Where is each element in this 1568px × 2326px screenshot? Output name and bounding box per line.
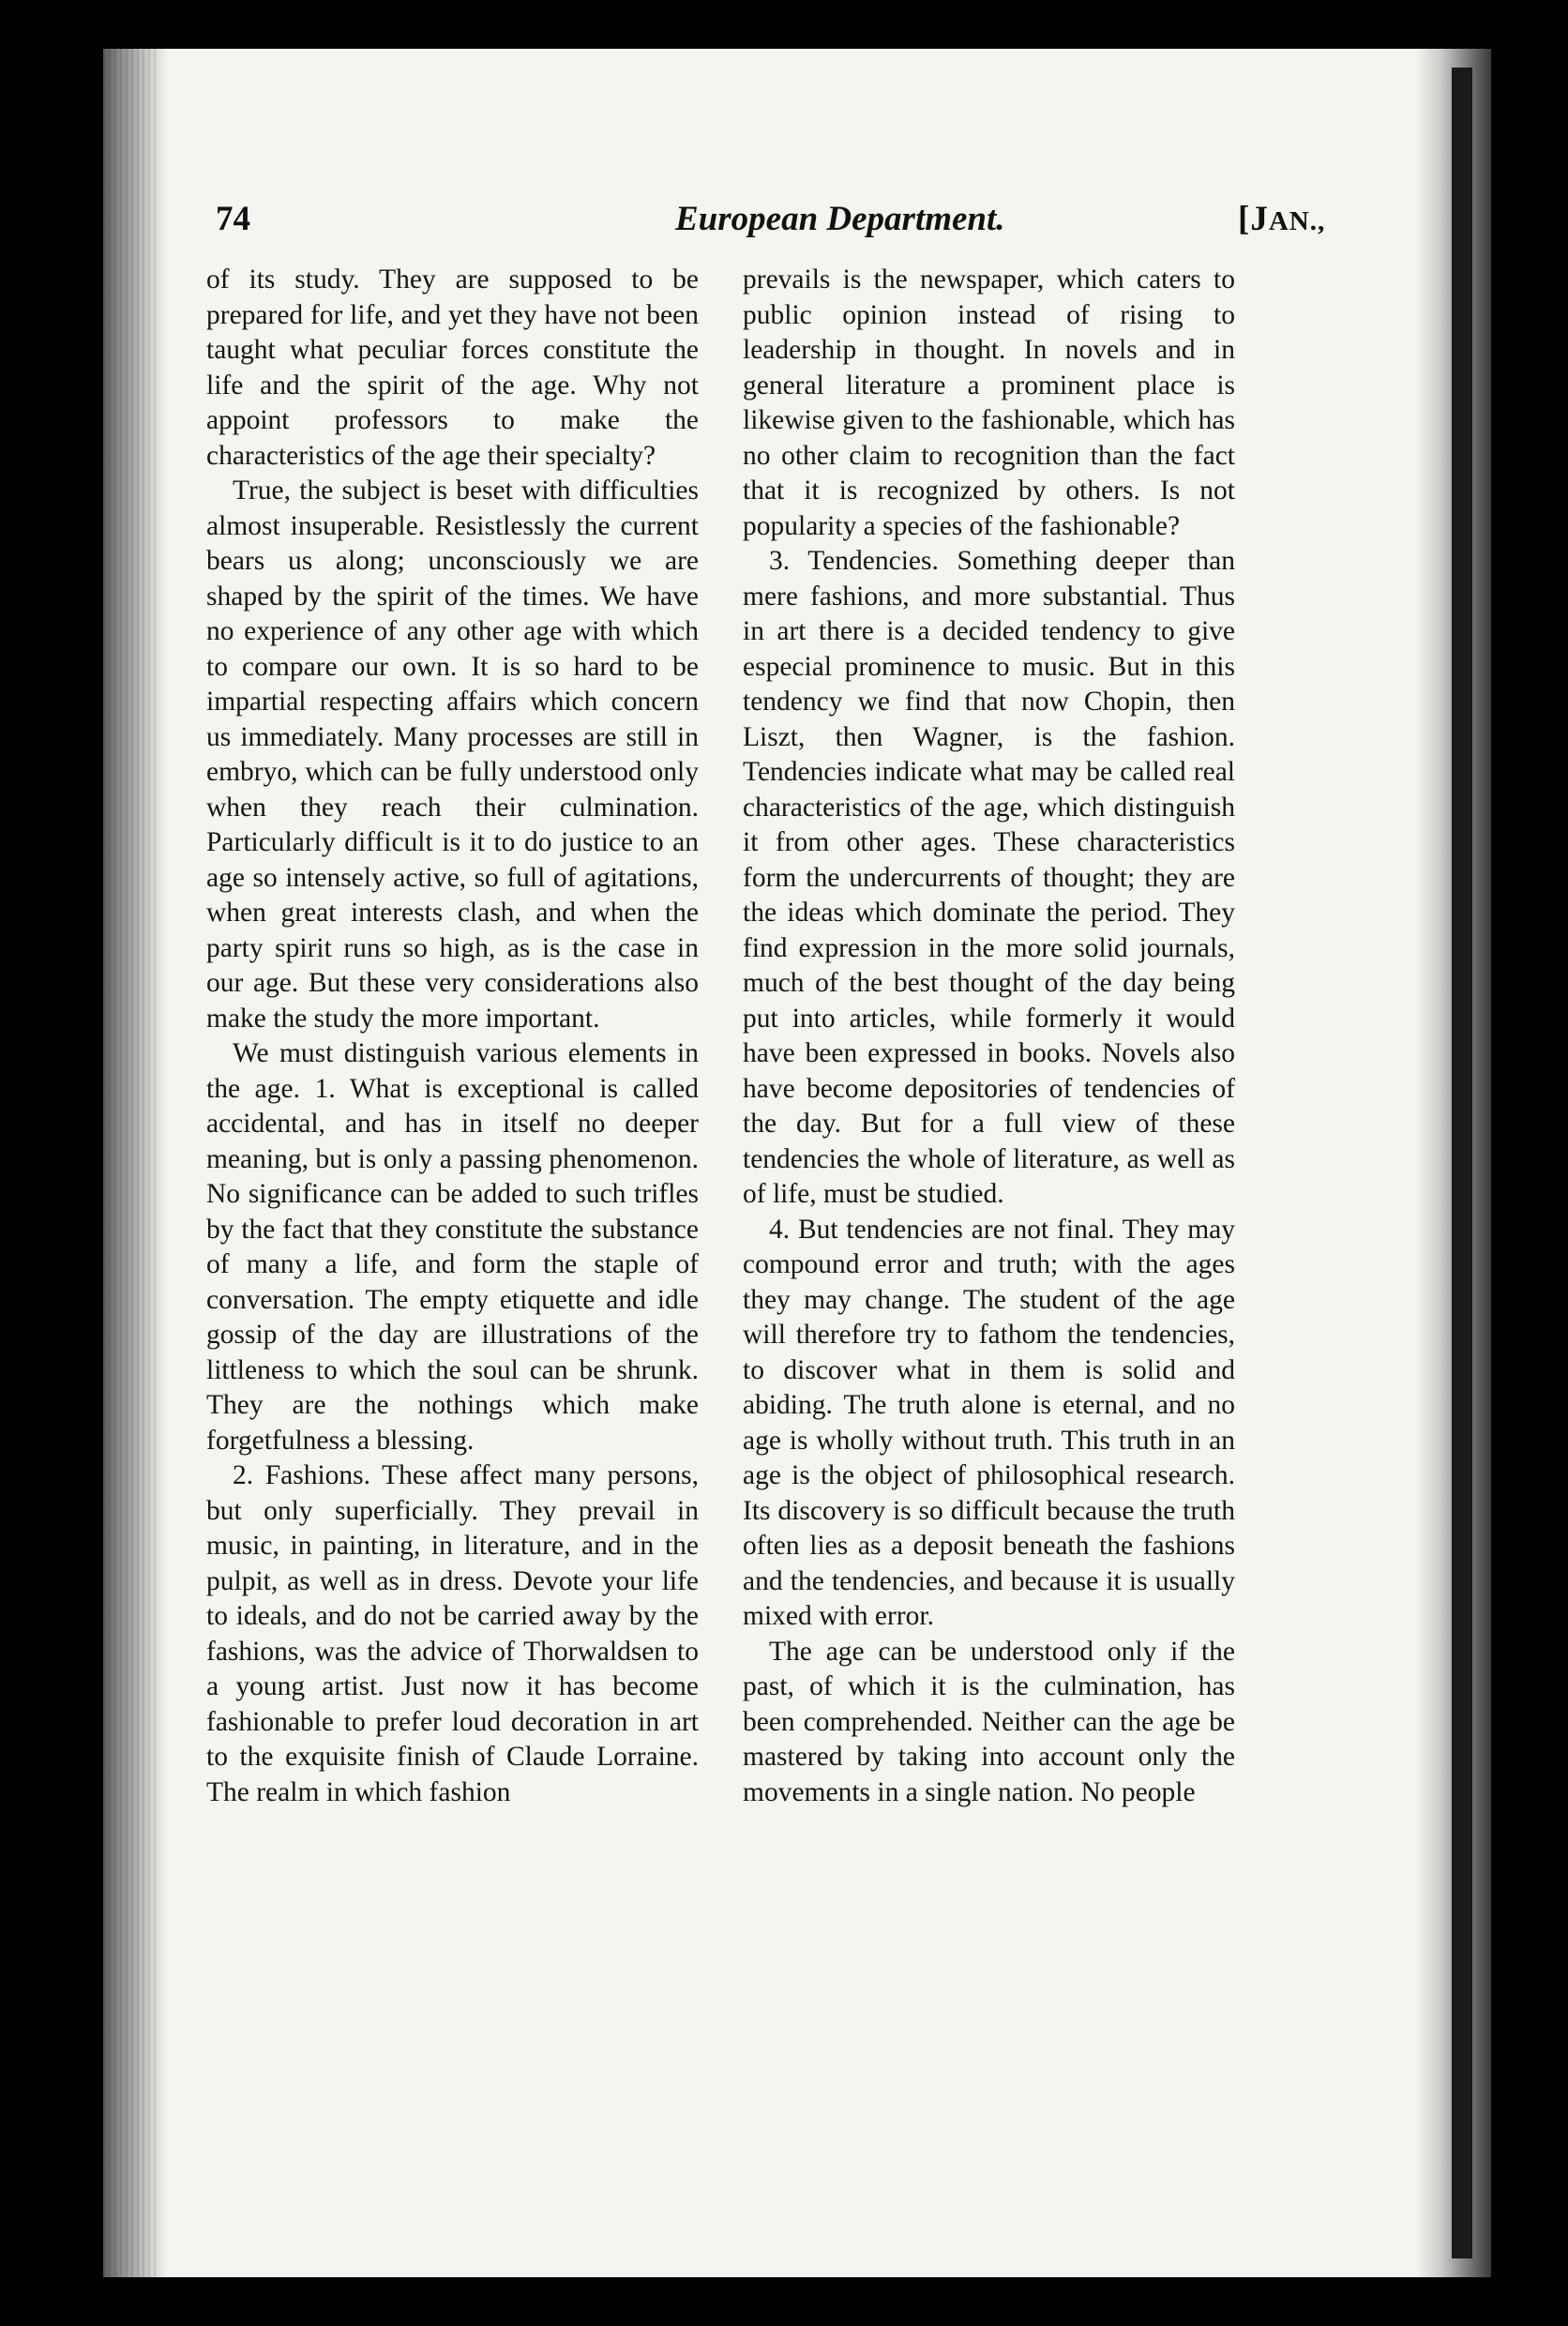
paragraph: True, the subject is beset with difficulties almost insuperable. Resistlessly the current bears us along; unconsciously we are shaped by the spirit of the times. We have no experience of any other age with which to compare our own. It is so hard to be impartial respecting affairs which concern us immediately. Many processes are still in embryo, which can be fully understood only when they reach their culmination. Particularly difficult is it to do justice to an age so intensely active, so full of agitations, when great interests clash, and when the party spirit runs so high, as is the case in our age. But these very considerations also make the study the more important. [206, 476, 699, 1034]
paragraph: We must distinguish various elements in the age. 1. What is exceptional is called accidental, and has in itself no deeper meaning, but is only a passing phenomenon. No significance can be added to such trifles by the fact that they constitute the substance of many a life, and form the staple of conversation. The empty etiquette and idle gossip of the day are illustrations of the littleness to which the soul can be shrunk. They are the nothings which make forgetfulness a blessing. [206, 1038, 699, 1456]
binding-gutter [1452, 68, 1472, 2258]
month-open: [J [1238, 200, 1269, 238]
paragraph: of its study. They are supposed to be prepared for life, and yet they have not been taught what peculiar forces constitute the life and the spirit of the age. Why not appoint professors to make the characteristics of the age their specialty? [206, 264, 699, 471]
running-header [216, 199, 1369, 255]
paragraph: 4. But tendencies are not final. They may compound error and truth; with the ages they may change. The student of the age will therefore try to fathom the tendencies, to discover what in them is solid and abiding. The truth alone is eternal, and no age is wholly without truth. This truth in an age is the object of philosophical research. Its discovery is so difficult because the truth often lies as a deposit beneath the fashions and the tendencies, and because it is usually mixed with error. [743, 1214, 1235, 1631]
right-column [743, 263, 1235, 1810]
running-title: European Department. [675, 200, 1005, 238]
paragraph: 3. Tendencies. Something deeper than mere fashions, and more substantial. Thus in art there is a decided tendency to give especial prominence to music. But in this tendency we find that now Chopin, then Liszt, then Wagner, is the fashion. Tendencies indicate what may be called real characteristics of the age, which distinguish it from other ages. These characteristics form the undercurrents of thought; they are the ideas which dominate the period. They find expression in the more solid journals, much of the best thought of the day being put into articles, while formerly it would have been expressed in books. Novels also have become depositories of tendencies of the day. But for a full view of these tendencies the whole of literature, as well as of life, must be studied. [743, 546, 1235, 1209]
month-rest: AN., [1268, 206, 1326, 236]
page-number: 74 [216, 200, 250, 238]
page-edge-lines [103, 49, 159, 2277]
paragraph: prevails is the newspaper, which caters to public opinion instead of rising to leadership in thought. In novels and in general literature a prominent place is likewise given to the fashionable, which has no other claim to recognition than the fact that it is recognized by others. Is not popularity a species of the fashionable? [743, 264, 1235, 541]
paragraph: The age can be understood only if the past, of which it is the culmination, has been comprehended. Neither can the age be mastered by taking into account only the movements in a single nation. No people [743, 1636, 1235, 1807]
paragraph: 2. Fashions. These affect many persons, but only superficially. They prevail in music, in painting, in literature, and in the pulpit, as well as in dress. Devote your life to ideals, and do not be carried away by the fashions, was the advice of Thorwaldsen to a young artist. Just now it has become fashionable to prefer loud decoration in art to the exquisite finish of Claude Lorraine. The realm in which fashion [206, 1460, 699, 1807]
left-column [206, 263, 699, 1810]
running-month [1238, 199, 1325, 239]
